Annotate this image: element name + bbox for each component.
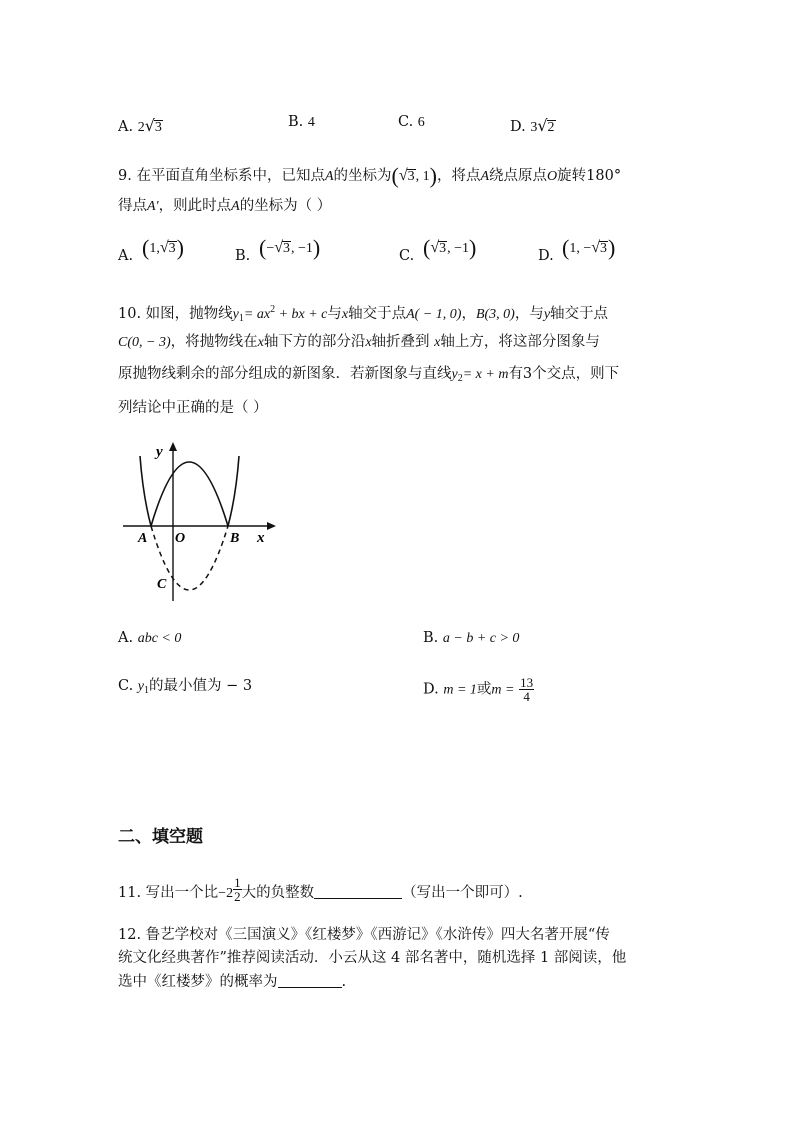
option-label: A. — [118, 119, 134, 135]
q9-option-c-value: (√3, −1) — [423, 235, 477, 260]
text: 的坐标为 — [333, 168, 392, 184]
q8-option-a — [118, 116, 163, 138]
q10-line-2: C(0, − 3)，将抛物线在x轴下方的部分沿x轴折叠到 x轴上方，将这部分图象与 — [118, 334, 600, 350]
sqrt: √3 — [274, 239, 291, 256]
label-a: A — [138, 531, 148, 546]
q10-line-1: 10. 如图，抛物线$y_1= ax^2$ + bx + c与x轴交于点A( − 1, 0)，B(3, 0)，与y轴交于点 — [118, 304, 609, 324]
q8-option-b — [288, 112, 315, 133]
sqrt: √3 — [430, 239, 447, 256]
label-c: C — [157, 577, 167, 592]
q10-option-c: C. $y_1$的最小值为 − 3 — [118, 678, 253, 696]
parabola-right-branch — [228, 456, 239, 526]
q9-option-a: A. — [118, 248, 134, 264]
q8-option-c — [398, 112, 425, 133]
q9-options — [118, 235, 678, 268]
q9-option-c: C. — [399, 248, 415, 264]
q11: 11. 写出一个比−2 $\frac{1}{2}$ 大的负整数 （写出一个即可）. — [118, 874, 523, 904]
q9-option-d-value: (1, −√3) — [562, 235, 616, 260]
label-y: y — [156, 444, 163, 460]
parabola-left-branch — [140, 456, 151, 526]
q9-option-a-value: (1,√3) — [142, 235, 184, 260]
q9-option-b: B. — [235, 248, 251, 264]
text: ，将点 — [436, 168, 481, 184]
sqrt: √3 — [144, 116, 162, 135]
q10-line-4: 列结论中正确的是（ ） — [118, 400, 268, 416]
q9-line-1: 9. 在平面直角坐标系中，已知点A的坐标为(√3, 1)，将点A绕点原点O旋转180° — [118, 163, 622, 188]
q10-option-b: B. a − b + c > 0 — [423, 630, 520, 646]
answer-blank[interactable] — [278, 971, 342, 988]
fraction: $\frac{13}{4}$ — [520, 675, 534, 704]
option-label: C. — [398, 114, 414, 130]
q10-line-3: 原抛物线剩余的部分组成的新图象．若新图象与直线$y_2= x + m$有3个交点，则下 — [118, 366, 620, 384]
q12-line-1: 12. 鲁艺学校对《三国演义》《红楼梦》《西游记》《水浒传》四大名著开展“传 — [118, 927, 610, 943]
option-coef: 3 — [530, 120, 538, 135]
option-value: 4 — [307, 115, 315, 130]
parabola-figure — [118, 436, 288, 606]
q12-line-2: 统文化经典著作”推荐阅读活动．小云从这 4 部名著中，随机选择 1 部阅读，他 — [118, 950, 627, 966]
option-label: D. — [510, 119, 526, 135]
sqrt: √3 — [591, 239, 608, 256]
y-axis-arrow — [169, 442, 177, 451]
sqrt: √3 — [398, 167, 415, 184]
q10-option-a: A. abc < 0 — [118, 630, 182, 646]
x-axis-arrow — [267, 522, 276, 530]
q9-option-b-value: (−√3, −1) — [259, 235, 321, 260]
radicand: 2 — [547, 120, 555, 135]
sqrt: √2 — [537, 116, 555, 135]
q10-option-d: D. m = 1或m = $\frac{13}{4}$ — [423, 675, 534, 704]
label-b: B — [230, 531, 240, 546]
radicand: 3 — [154, 120, 162, 135]
sqrt: √3 — [159, 239, 176, 256]
option-label: B. — [288, 114, 304, 130]
text: 9. 在平面直角坐标系中，已知点 — [118, 168, 325, 184]
text: 绕点原点 — [489, 168, 548, 184]
folded-parabola-arc — [151, 462, 228, 526]
text: 旋转180° — [557, 168, 622, 184]
q9-option-d: D. — [538, 248, 554, 264]
q8-option-d — [510, 116, 556, 138]
q9-line-2: 得点A′，则此时点A的坐标为（ ） — [118, 198, 332, 214]
fraction: $\frac{1}{2}$ — [234, 874, 241, 904]
option-coef: 2 — [137, 120, 145, 135]
q12-line-3: 选中《红楼梦》的概率为 . — [118, 971, 346, 992]
math-var: A — [324, 169, 334, 184]
section-title: 二、填空题 — [118, 827, 203, 847]
label-x: x — [257, 530, 265, 546]
answer-blank[interactable] — [314, 882, 402, 899]
q8-options — [118, 112, 718, 136]
option-value: 6 — [417, 115, 425, 130]
label-o: O — [175, 531, 186, 546]
